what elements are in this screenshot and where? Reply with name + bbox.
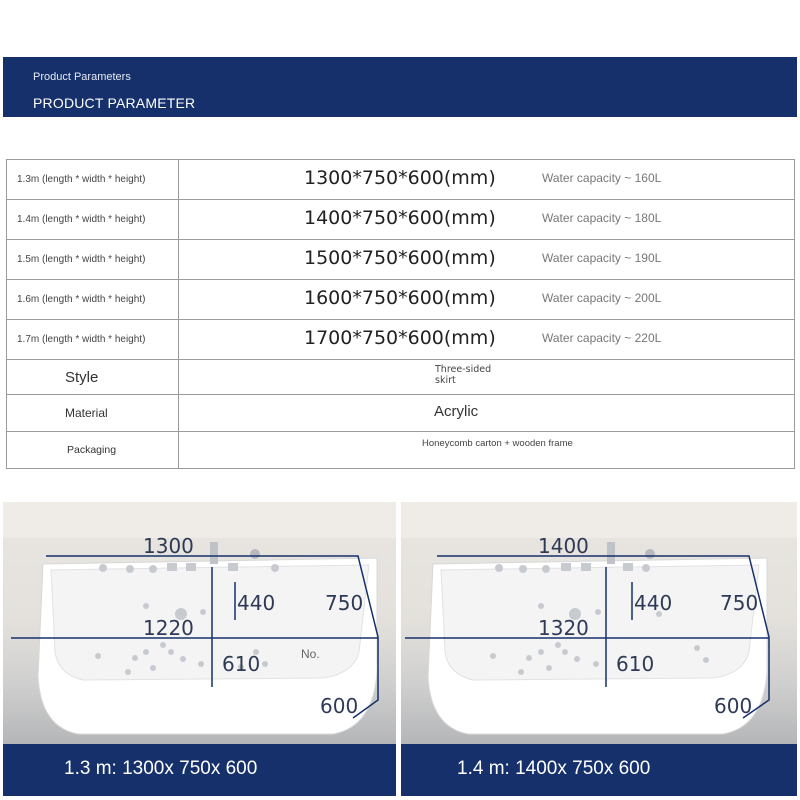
material-value: Acrylic — [434, 403, 479, 420]
inner-width-label: 440 — [237, 591, 276, 615]
water-capacity: Water capacity ~ 180L — [542, 211, 662, 225]
spec-table — [6, 159, 795, 469]
product-caption: 1.3 m: 1300x 750x 600 — [64, 758, 258, 779]
height-label: 600 — [320, 694, 359, 718]
inner-width-label: 440 — [634, 591, 673, 615]
size-label: 1.7m (length * width * height) — [7, 320, 179, 360]
size-row — [7, 320, 795, 360]
header-subtitle: Product Parameters — [33, 71, 131, 83]
size-label: 1.3m (length * width * height) — [7, 160, 179, 200]
size-row — [7, 160, 795, 200]
half-length-label: 610 — [222, 652, 261, 676]
length-label: 1400 — [538, 534, 589, 558]
size-dimensions: 1300*750*600(mm) — [304, 167, 496, 189]
size-dimensions: 1600*750*600(mm) — [304, 287, 496, 309]
product-panel-1400 — [401, 502, 797, 796]
size-label: 1.4m (length * width * height) — [7, 200, 179, 240]
size-row — [7, 280, 795, 320]
water-capacity: Water capacity ~ 220L — [542, 331, 662, 345]
style-value: Three-sided skirt — [435, 364, 492, 386]
product-panel-1300 — [3, 502, 396, 796]
size-dimensions: 1400*750*600(mm) — [304, 207, 496, 229]
packaging-label: Packaging — [7, 432, 179, 469]
size-row — [7, 240, 795, 280]
size-label: 1.5m (length * width * height) — [7, 240, 179, 280]
header-title: PRODUCT PARAMETER — [33, 95, 196, 111]
size-dimensions: 1700*750*600(mm) — [304, 327, 496, 349]
material-row — [7, 395, 795, 432]
size-row — [7, 200, 795, 240]
note-label: No. — [301, 647, 320, 661]
faucet-icon — [607, 542, 615, 564]
header-banner — [3, 57, 797, 117]
water-capacity: Water capacity ~ 200L — [542, 291, 662, 305]
water-capacity: Water capacity ~ 190L — [542, 251, 662, 265]
material-label: Material — [7, 395, 179, 432]
packaging-value: Honeycomb carton + wooden frame — [422, 438, 573, 449]
length-label: 1300 — [143, 534, 194, 558]
faucet-icon — [210, 542, 218, 564]
packaging-row — [7, 432, 795, 469]
inner-length-label: 1320 — [538, 616, 589, 640]
width-label: 750 — [325, 591, 364, 615]
water-capacity: Water capacity ~ 160L — [542, 171, 662, 185]
height-label: 600 — [714, 694, 753, 718]
style-row — [7, 360, 795, 395]
size-dimensions: 1500*750*600(mm) — [304, 247, 496, 269]
width-label: 750 — [720, 591, 759, 615]
caption-bar — [401, 744, 797, 796]
style-label: Style — [7, 360, 179, 395]
inner-length-label: 1220 — [143, 616, 194, 640]
caption-bar — [3, 744, 396, 796]
size-label: 1.6m (length * width * height) — [7, 280, 179, 320]
product-caption: 1.4 m: 1400x 750x 600 — [457, 758, 651, 779]
half-length-label: 610 — [616, 652, 655, 676]
